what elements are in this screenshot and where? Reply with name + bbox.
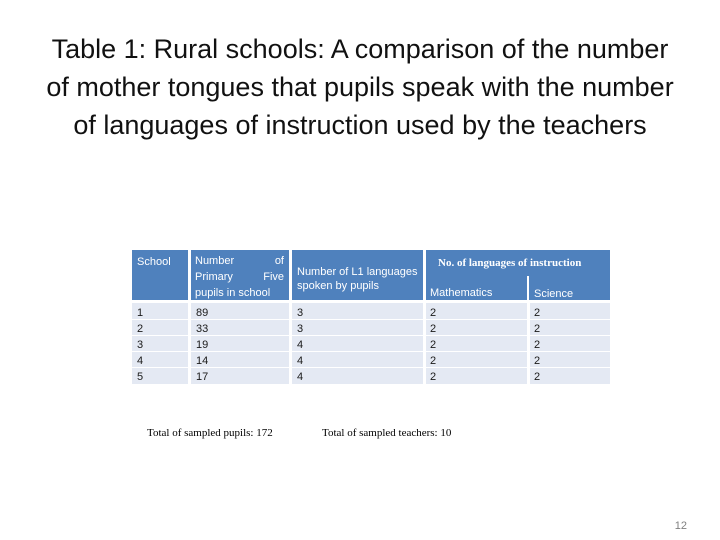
table-row-l1: 4 xyxy=(297,371,304,383)
column-science xyxy=(530,303,610,384)
table-row-school: 3 xyxy=(137,339,144,351)
column-maths xyxy=(426,303,527,384)
row-divider xyxy=(132,351,610,352)
table-row-science: 2 xyxy=(534,323,541,335)
header-pupils-word-4: Five xyxy=(263,271,284,283)
column-pupils xyxy=(191,303,289,384)
table-row-school: 1 xyxy=(137,307,144,319)
total-teachers: Total of sampled teachers: 10 xyxy=(322,427,452,439)
table-row-l1: 4 xyxy=(297,355,304,367)
table-row-science: 2 xyxy=(534,355,541,367)
header-divider xyxy=(527,276,529,300)
header-pupils-word-3: Primary xyxy=(195,271,233,283)
table-row-maths: 2 xyxy=(430,339,437,351)
header-instruction-group xyxy=(426,250,610,300)
header-school xyxy=(132,250,188,300)
header-instruction: No. of languages of instruction xyxy=(438,257,582,269)
header-science: Science xyxy=(534,288,574,300)
row-divider xyxy=(132,335,610,336)
table-row-maths: 2 xyxy=(430,323,437,335)
table-row-science: 2 xyxy=(534,371,541,383)
column-school xyxy=(132,303,188,384)
table-row-pupils: 89 xyxy=(196,307,209,319)
table-row-l1: 4 xyxy=(297,339,304,351)
row-divider xyxy=(132,319,610,320)
table-row-l1: 3 xyxy=(297,323,304,335)
table-row-pupils: 19 xyxy=(196,339,209,351)
header-l1-line-1: Number of L1 languages xyxy=(297,266,418,278)
table-row-maths: 2 xyxy=(430,355,437,367)
page-title: Table 1: Rural schools: A comparison of the number of mother tongues that pupils speak with the number of languages of instruction used by the teachers xyxy=(46,34,674,140)
table-row-school: 4 xyxy=(137,355,144,367)
header-pupils-word-2: of xyxy=(274,255,284,267)
table-row-school: 5 xyxy=(137,371,144,383)
table-row-maths: 2 xyxy=(430,307,437,319)
header-l1-line-2: spoken by pupils xyxy=(297,280,379,292)
column-l1 xyxy=(292,303,423,384)
header-mathematics: Mathematics xyxy=(430,287,493,299)
table-row-school: 2 xyxy=(137,323,144,335)
table-row-l1: 3 xyxy=(297,307,304,319)
comparison-table xyxy=(132,250,610,384)
header-school-label: School xyxy=(137,256,171,268)
header-pupils-word-1: Number xyxy=(195,255,235,267)
header-l1-languages xyxy=(292,250,423,300)
table-row-science: 2 xyxy=(534,307,541,319)
total-pupils: Total of sampled pupils: 172 xyxy=(147,427,273,439)
table-row-pupils: 17 xyxy=(196,371,209,383)
table-row-science: 2 xyxy=(534,339,541,351)
header-pupils xyxy=(191,250,289,300)
table-row-pupils: 33 xyxy=(196,323,209,335)
table-row-pupils: 14 xyxy=(196,355,209,367)
page-number: 12 xyxy=(674,520,687,532)
header-pupils-line-3: pupils in school xyxy=(195,287,271,299)
table-row-maths: 2 xyxy=(430,371,437,383)
row-divider xyxy=(132,367,610,368)
